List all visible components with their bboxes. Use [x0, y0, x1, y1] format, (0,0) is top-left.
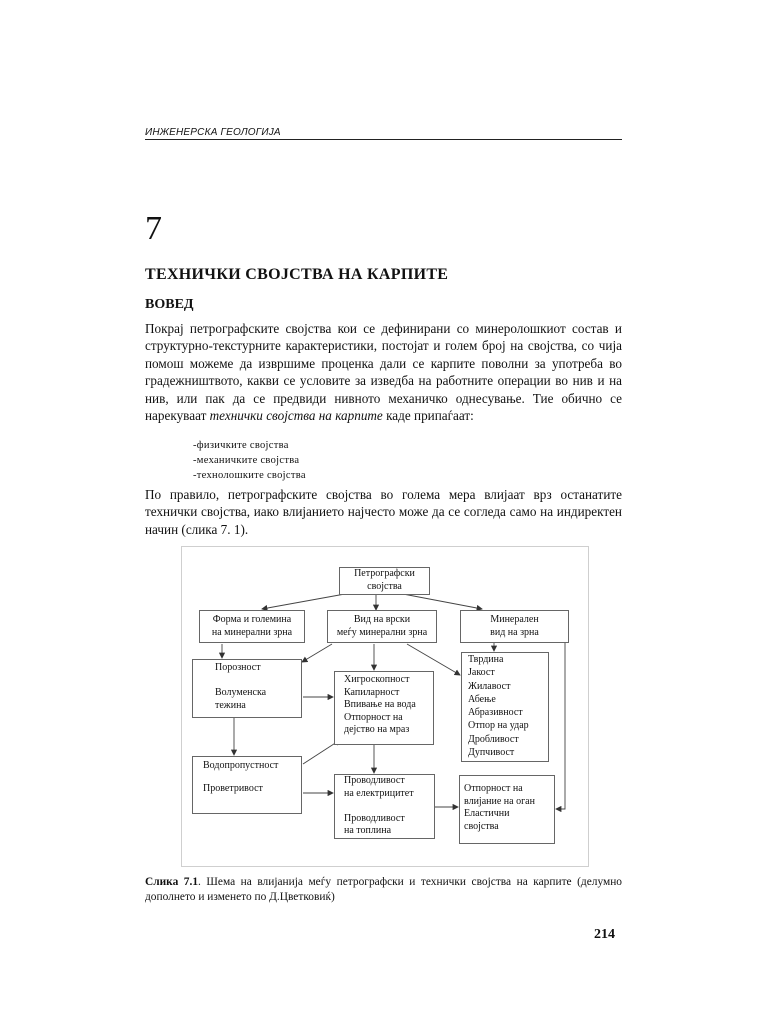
page-number: 214	[594, 927, 615, 942]
box-hardness-group: Тврдина Јакост Жилавост Абење Абразивност Отпор на удар Дробливост Дупчивост	[461, 652, 549, 762]
box-grain-shape-size: Форма и големина на минерални зрна	[199, 610, 305, 643]
chapter-number: 7	[145, 210, 162, 247]
chapter-title: ТЕХНИЧКИ СВОЈСТВА НА КАРПИТЕ	[145, 266, 449, 283]
intro-italic-term: технички својства на карпите	[209, 408, 383, 424]
box-petrographic-properties: Петрографски својства	[339, 567, 430, 595]
caption-label: Слика 7.1	[145, 876, 199, 888]
intro-text-end: каде припаѓаат:	[382, 408, 474, 424]
box-conductivity: Проводливост на електрицитет Проводливост на топлина	[334, 774, 435, 839]
arrow-vid-poroznost	[302, 644, 332, 662]
list-item: -технолошките својства	[193, 470, 306, 481]
second-paragraph: По правило, петрографските својства во голема мера влијаат врз останатите технички својства, иако влијанието најчесто може да се согледа само на индиректен начин (слика 7. 1).	[145, 487, 622, 537]
box-mineral-grain-type: Минерален вид на зрна	[460, 610, 569, 643]
intro-text: Покрај петрографските својства кои се дефинирани со минеролошкиот состав и структурно-текстурните карактеристики, постојат и голем број на својства, со чија помош можеме да извршиме проценка дали се карпите поволни за употреба во градежништвото, какви се условите за изведба на работните операции во нив и на нив, или пак да се предвиди нивното механичко однесување. Тие обично се нарекуваат	[145, 321, 622, 424]
running-header: ИНЖЕНЕРСКА ГЕОЛОГИЈА	[145, 127, 281, 138]
list-item: -физичките својства	[193, 440, 289, 451]
box-grain-bond-type: Вид на врски меѓу минерални зрна	[327, 610, 437, 643]
figure-caption	[145, 875, 622, 904]
box-fire-resistance: Отпорност на влијание на оган Еластични својства	[459, 775, 555, 844]
section-title: ВОВЕД	[145, 297, 194, 312]
box-hygroscopicity: Хигроскопност Капиларност Впивање на вода Отпорност на дејство на мраз	[334, 671, 434, 745]
intro-paragraph	[145, 320, 622, 424]
arrow-mineral-otpornost	[554, 627, 565, 809]
box-permeability: Водопропустност Проветривост	[192, 756, 302, 814]
property-list	[193, 438, 306, 483]
figure-diagram	[181, 546, 589, 867]
header-rule	[145, 139, 622, 140]
list-item: -механичките својства	[193, 455, 300, 466]
box-porosity: Порозност Волуменска тежина	[192, 659, 302, 718]
caption-text: . Шема на влијанија меѓу петрографски и технички својства на карпите (делумно дополнето и изменето по Д.Цветковиќ)	[145, 876, 622, 903]
